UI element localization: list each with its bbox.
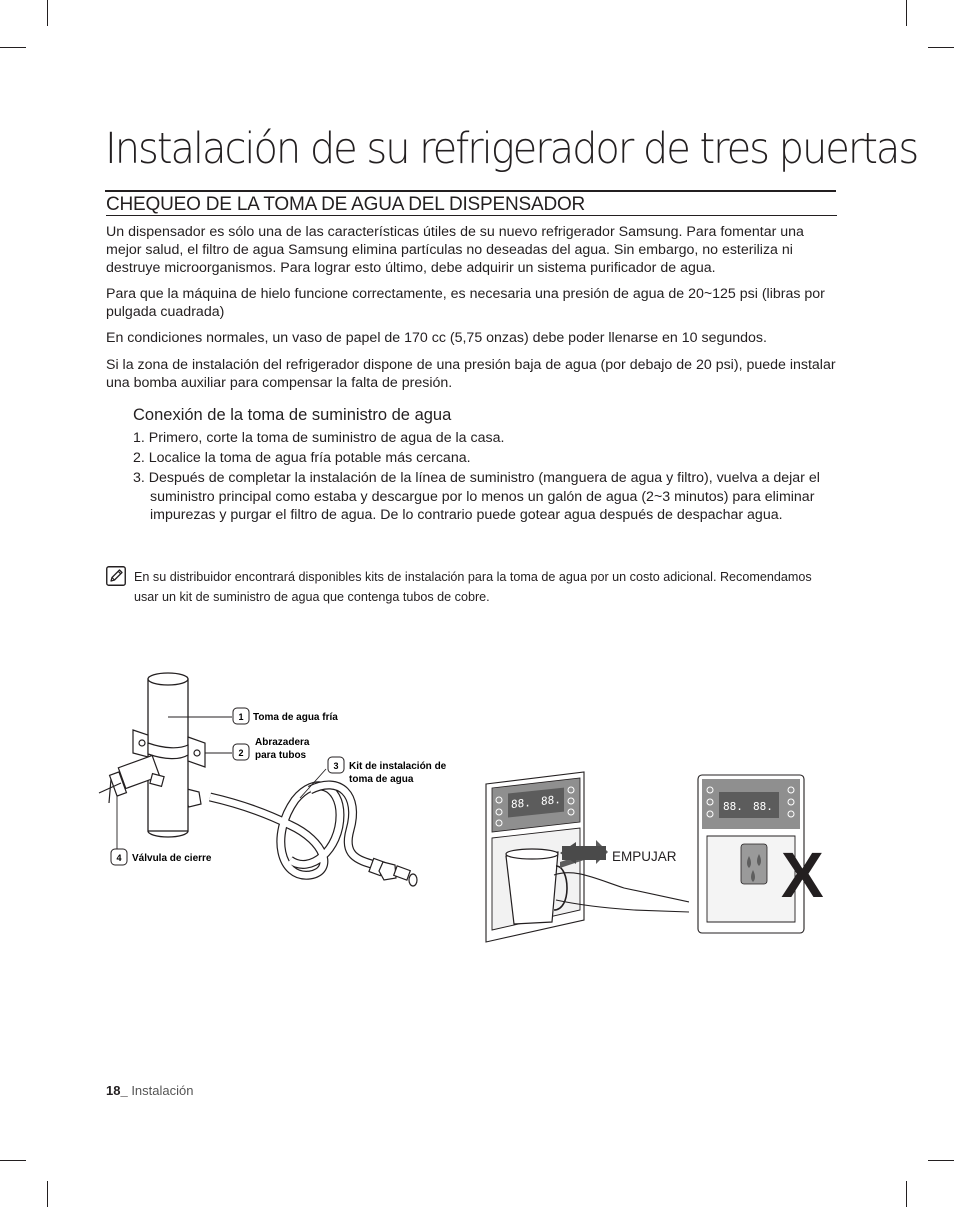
svg-text:2: 2	[238, 748, 244, 758]
dispenser-push-cup-illustration	[484, 770, 689, 945]
flow-rate-paragraph: En condiciones normales, un vaso de papel de 170 cc (5,75 onzas) debe poder llenarse en 10 segundos.	[106, 330, 767, 346]
section-heading: CHEQUEO DE LA TOMA DE AGUA DEL DISPENSADOR	[106, 194, 586, 215]
callout-3	[328, 757, 447, 785]
low-pressure-paragraph: Si la zona de instalación del refrigerador dispone de una presión baja de agua (por debajo de 20 psi), puede instalar una bomba auxiliar para compensar la falta de presión.	[106, 357, 836, 391]
page-title: Instalación de su refrigerador de tres puertas	[105, 124, 918, 174]
page-number: 18_	[106, 1083, 128, 1098]
callout-label-cold-water: Toma de agua fría	[253, 712, 338, 723]
callout-label-kit-line1: Kit de instalación de	[349, 761, 447, 772]
water-line-installation-diagram	[95, 665, 470, 895]
crop-mark	[928, 1160, 954, 1161]
list-item: 2. Localice la toma de agua fría potable más cercana.	[133, 450, 471, 466]
dispenser-wrong-use-illustration	[695, 772, 835, 937]
connection-subheading: Conexión de la toma de suministro de agua	[133, 406, 452, 424]
svg-text:3: 3	[333, 761, 339, 771]
callout-label-kit-line2: toma de agua	[349, 774, 414, 785]
list-item: 1. Primero, corte la toma de suministro de agua de la casa.	[133, 430, 505, 446]
title-divider	[105, 190, 836, 192]
note-text: En su distribuidor encontrará disponibles kits de instalación para la toma de agua por un costo adicional. Recomendamos usar un kit de suministro de agua que contenga tubos de cobre.	[134, 570, 812, 604]
svg-text:4: 4	[116, 853, 122, 863]
wrong-use-x-mark: X	[781, 839, 824, 911]
crop-mark	[0, 1160, 26, 1161]
note-pencil-icon	[106, 566, 126, 586]
display-digits-right: 88.	[541, 792, 561, 809]
page-footer	[106, 1083, 193, 1098]
crop-mark	[0, 47, 26, 48]
crop-mark	[906, 0, 907, 26]
svg-text:1: 1	[238, 712, 244, 722]
steps-list	[133, 429, 833, 526]
section-divider	[106, 215, 837, 216]
crop-mark	[47, 0, 48, 26]
callout-label-clamp-line2: para tubos	[255, 750, 307, 761]
cup	[506, 852, 558, 924]
display-digits-left: 88.	[723, 800, 743, 813]
pressure-paragraph: Para que la máquina de hielo funcione correctamente, es necesaria una presión de agua de 20~125 psi (libras por pulgada cuadrada)	[106, 286, 825, 320]
installation-kit-tube	[210, 785, 375, 875]
callout-1	[233, 708, 338, 724]
crop-mark	[47, 1181, 48, 1207]
intro-paragraph: Un dispensador es sólo una de las características útiles de su nuevo refrigerador Samsung. Para fomentar una mejor salud, el filtro de agua Samsung elimina partículas no deseadas del agua. Sin embargo, no esteriliza ni destruye microorganismos. Para lograr esto último, debe adquirir un sistema purificador de agua.	[106, 224, 804, 276]
list-item: 3. Después de completar la instalación de la línea de suministro (manguera de agua y filtro), vuelva a dejar el suministro principal como estaba y descargue por lo menos un galón de agua (2~3 minutos) para eliminar impurezas y purgar el filtro de agua. De lo contrario puede gotear agua después de despachar agua.	[133, 470, 820, 523]
footer-section: Instalación	[127, 1083, 194, 1098]
callout-label-valve: Válvula de cierre	[132, 853, 212, 864]
display-digits-right: 88.	[753, 800, 773, 813]
callout-4	[111, 849, 212, 865]
display-digits-left: 88.	[511, 796, 531, 812]
push-label: EMPUJAR	[612, 849, 677, 864]
callout-label-clamp-line1: Abrazadera	[255, 737, 310, 748]
crop-mark	[928, 47, 954, 48]
callout-2	[233, 737, 310, 761]
crop-mark	[906, 1181, 907, 1207]
